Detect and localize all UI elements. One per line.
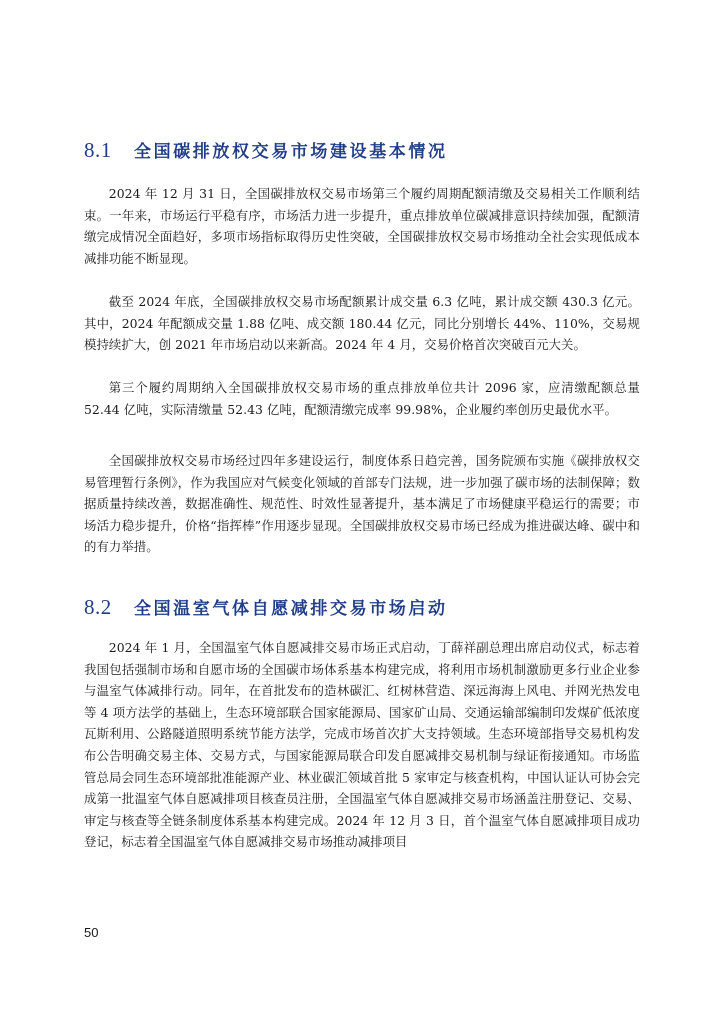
paragraph: 2024 年 1 月，全国温室气体自愿减排交易市场正式启动，丁薛祥副总理出席启动仪式，标志着我国包括强制市场和自愿市场的全国碳市场体系基本构建完成，将利用市场机制激励更多行业企业参与温室气体减排行动。同年，在首批发布的造林碳汇、红树林营造、深远海海上风电、并网光热发电等 4 项方法学的基础上，生态环境部联合国家能源局、国家矿山局、交通运输部编制印发煤矿低浓度瓦斯利用、公路隧道照明系统节能方法学，完成市场首次扩大支持领域。生态环境部指导交易机构发布公告明确交易主体、交易方式，与国家能源局联合印发自愿减排交易机制与绿证衔接通知。市场监管总局会同生态环境部批准能源产业、林业碳汇领域首批 5 家审定与核查机构，中国认证认可协会完成第一批温室气体自愿减排项目核查员注册，全国温室气体自愿减排交易市场涵盖注册登记、交易、审定与核查等全链条制度体系基本构建完成。2024 年 12 月 3 日，首个温室气体自愿减排项目成功登记，标志着全国温室气体自愿减排交易市场推动减排项目 bbox=[84, 640, 640, 850]
paragraph: 截至 2024 年底，全国碳排放权交易市场配额累计成交量 6.3 亿吨，累计成交额 430.3 亿元。其中，2024 年配额成交量 1.88 亿吨、成交额 180.44 亿元，同比分别增长 44%、110%，交易规模持续扩大，创 2021 年市场启动以来新高。2024 年 4 月，交易价格首次突破百元大关。 bbox=[84, 294, 640, 353]
paragraph: 全国碳排放权交易市场经过四年多建设运行，制度体系日趋完善，国务院颁布实施《碳排放权交易管理暂行条例》，作为我国应对气候变化领域的首部专门法规，进一步加强了碳市场的法制保障；数据质量持续改善，数据准确性、规范性、时效性显著提升，基本满足了市场健康平稳运行的需要；市场活力稳步提升，价格“指挥棒”作用逐步显现。全国碳排放权交易市场已经成为推进碳达峰、碳中和的有力举措。 bbox=[84, 453, 640, 555]
paragraph: 2024 年 12 月 31 日，全国碳排放权交易市场第三个履约周期配额清缴及交易相关工作顺利结束。一年来，市场运行平稳有序，市场活力进一步提升，重点排放单位碳减排意识持续加强，配额清缴完成情况全面趋好，多项市场指标取得历史性突破，全国碳排放权交易市场推动全社会实现低成本减排功能不断显现。 bbox=[84, 186, 640, 266]
section-heading-8-1 bbox=[84, 137, 448, 167]
paragraph: 第三个履约周期纳入全国碳排放权交易市场的重点排放单位共计 2096 家，应清缴配额总量 52.44 亿吨，实际清缴量 52.43 亿吨，配额清缴完成率 99.98%，企业履约率创历史最优水平。 bbox=[84, 380, 640, 417]
section-title: 全国碳排放权交易市场建设基本情况 bbox=[134, 142, 448, 162]
section-number: 8.1 bbox=[84, 138, 112, 162]
section-heading-8-2 bbox=[84, 594, 448, 624]
section-title: 全国温室气体自愿减排交易市场启动 bbox=[134, 599, 448, 619]
section-number: 8.2 bbox=[84, 595, 112, 619]
page-number: 50 bbox=[84, 925, 99, 940]
